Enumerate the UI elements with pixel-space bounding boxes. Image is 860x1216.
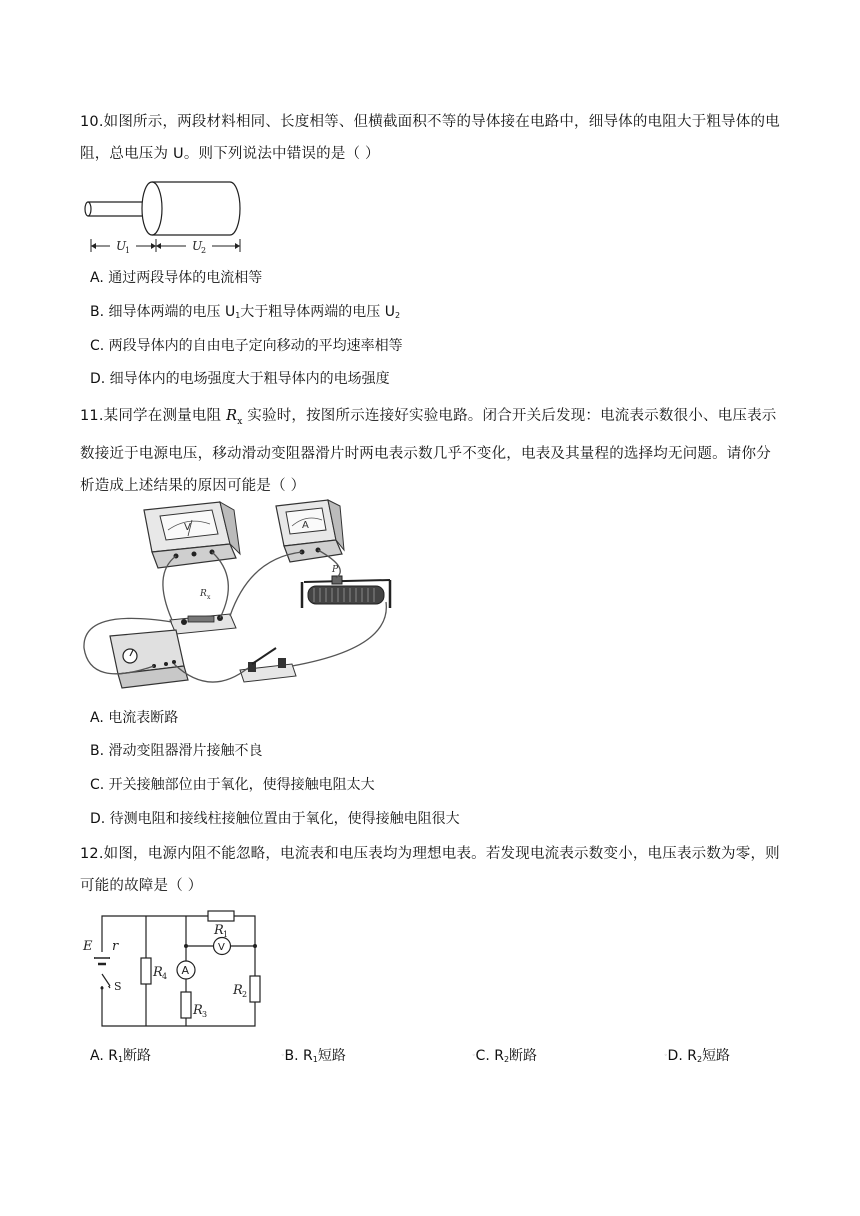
q12-option-b[interactable] xyxy=(281,1046,346,1070)
q11-rx-subscript: x xyxy=(237,416,243,427)
q12-option-a-post: 断路 xyxy=(123,1048,152,1064)
slider-label: P xyxy=(332,565,339,575)
u2-label: U xyxy=(192,239,203,253)
q11-stem-part2: 实验时，按图所示连接好实验电路。闭合开关后发现：电流表示数很小、电压表示数接近于电源电压，移动滑动变阻器滑片时两电表示数几乎不变化，电表及其量程的选择均无问题。请你分析造成上述结果的原因可能是（ ） xyxy=(80,408,777,494)
r2-label: R xyxy=(233,983,243,998)
voltmeter-instrument xyxy=(144,502,240,568)
q11-option-a[interactable]: A. 电流表断路 xyxy=(90,710,179,726)
q10-option-b-text2: 大于粗导体两端的电压 U xyxy=(240,304,395,320)
q10-option-b-text1: B. 细导体两端的电压 U xyxy=(90,304,236,320)
r1-subscript: 1 xyxy=(223,930,229,939)
u2-subscript: 2 xyxy=(201,246,207,255)
q12-option-b-post: 短路 xyxy=(317,1048,346,1064)
question-11-stem xyxy=(80,400,782,502)
q10-option-b-sub1: 1 xyxy=(235,311,241,320)
r4-subscript: 4 xyxy=(162,972,168,981)
q11-option-c[interactable]: C. 开关接触部位由于氧化，使得接触电阻太大 xyxy=(90,777,375,793)
question-11-circuit-photo xyxy=(80,498,400,702)
q12-option-d-text: D. R xyxy=(667,1048,697,1064)
q12-option-d-post: 短路 xyxy=(702,1048,731,1064)
q10-option-c[interactable]: C. 两段导体内的自由电子定向移动的平均速率相等 xyxy=(90,338,403,354)
q11-rx-letter: R xyxy=(226,408,238,424)
option-marker-c: ◦ xyxy=(472,1052,476,1059)
q12-option-b-sub: 1 xyxy=(312,1055,318,1064)
q10-option-d[interactable]: D. 细导体内的电场强度大于粗导体内的电场强度 xyxy=(90,371,390,387)
q10-option-b[interactable] xyxy=(90,302,400,326)
q12-option-a[interactable] xyxy=(90,1046,151,1070)
switch-label: S xyxy=(114,980,122,993)
rheostat xyxy=(302,565,390,608)
q11-option-d[interactable]: D. 待测电阻和接线柱接触位置由于氧化，使得接触电阻很大 xyxy=(90,811,460,827)
rx-figure-label: R xyxy=(200,589,207,599)
q12-option-c-text: C. R xyxy=(475,1048,504,1064)
emf-label: E xyxy=(83,939,93,954)
option-marker-d: ◦ xyxy=(664,1052,668,1059)
r3-subscript: 3 xyxy=(202,1010,208,1019)
u1-subscript: 1 xyxy=(125,246,131,255)
voltmeter-label: V xyxy=(184,522,191,533)
ammeter-instrument xyxy=(276,500,344,562)
q10-option-b-sub2: 2 xyxy=(395,311,401,320)
switch xyxy=(240,648,296,682)
r2-subscript: 2 xyxy=(242,990,248,999)
u1-label: U xyxy=(116,239,127,253)
r1-label: R xyxy=(214,923,224,938)
q12-option-c-sub: 2 xyxy=(503,1055,510,1064)
q12-option-b-text: B. R xyxy=(284,1048,313,1064)
rx-figure-subscript: x xyxy=(207,594,211,601)
q12-option-c-post: 断路 xyxy=(509,1048,538,1064)
question-10-conductor-figure xyxy=(80,176,250,260)
q12-option-a-text: A. R xyxy=(90,1048,118,1064)
question-10-stem: 10.如图所示，两段材料相同、长度相等、但横截面积不等的导体接在电路中，细导体的电阻大于粗导体的电阻，总电压为 U。则下列说法中错误的是（ ） xyxy=(80,114,780,162)
ammeter-symbol: A xyxy=(181,964,190,977)
question-12-circuit-diagram xyxy=(80,906,264,1032)
r3-label: R xyxy=(193,1003,203,1018)
power-supply xyxy=(110,630,188,688)
q12-option-a-sub: 1 xyxy=(117,1055,124,1064)
q11-stem-part1: 11.某同学在测量电阻 xyxy=(80,408,227,424)
q12-option-d[interactable] xyxy=(664,1046,730,1070)
ammeter-label: A xyxy=(302,520,309,531)
q12-option-d-sub: 2 xyxy=(696,1055,703,1064)
voltmeter-symbol: V xyxy=(218,942,225,953)
q11-option-b[interactable]: B. 滑动变阻器滑片接触不良 xyxy=(90,743,263,759)
q10-option-a[interactable]: A. 通过两段导体的电流相等 xyxy=(90,270,263,286)
q12-option-c[interactable] xyxy=(472,1046,537,1070)
rx-board xyxy=(170,589,236,634)
r4-label: R xyxy=(153,965,163,980)
question-12-stem: 12.如图，电源内阻不能忽略，电流表和电压表均为理想电表。若发现电流表示数变小，电压表示数为零，则可能的故障是（ ） xyxy=(80,846,780,894)
option-marker-b: ◦ xyxy=(281,1052,285,1059)
internal-resistance-label: r xyxy=(112,939,119,954)
q11-rx-symbol xyxy=(226,408,243,427)
